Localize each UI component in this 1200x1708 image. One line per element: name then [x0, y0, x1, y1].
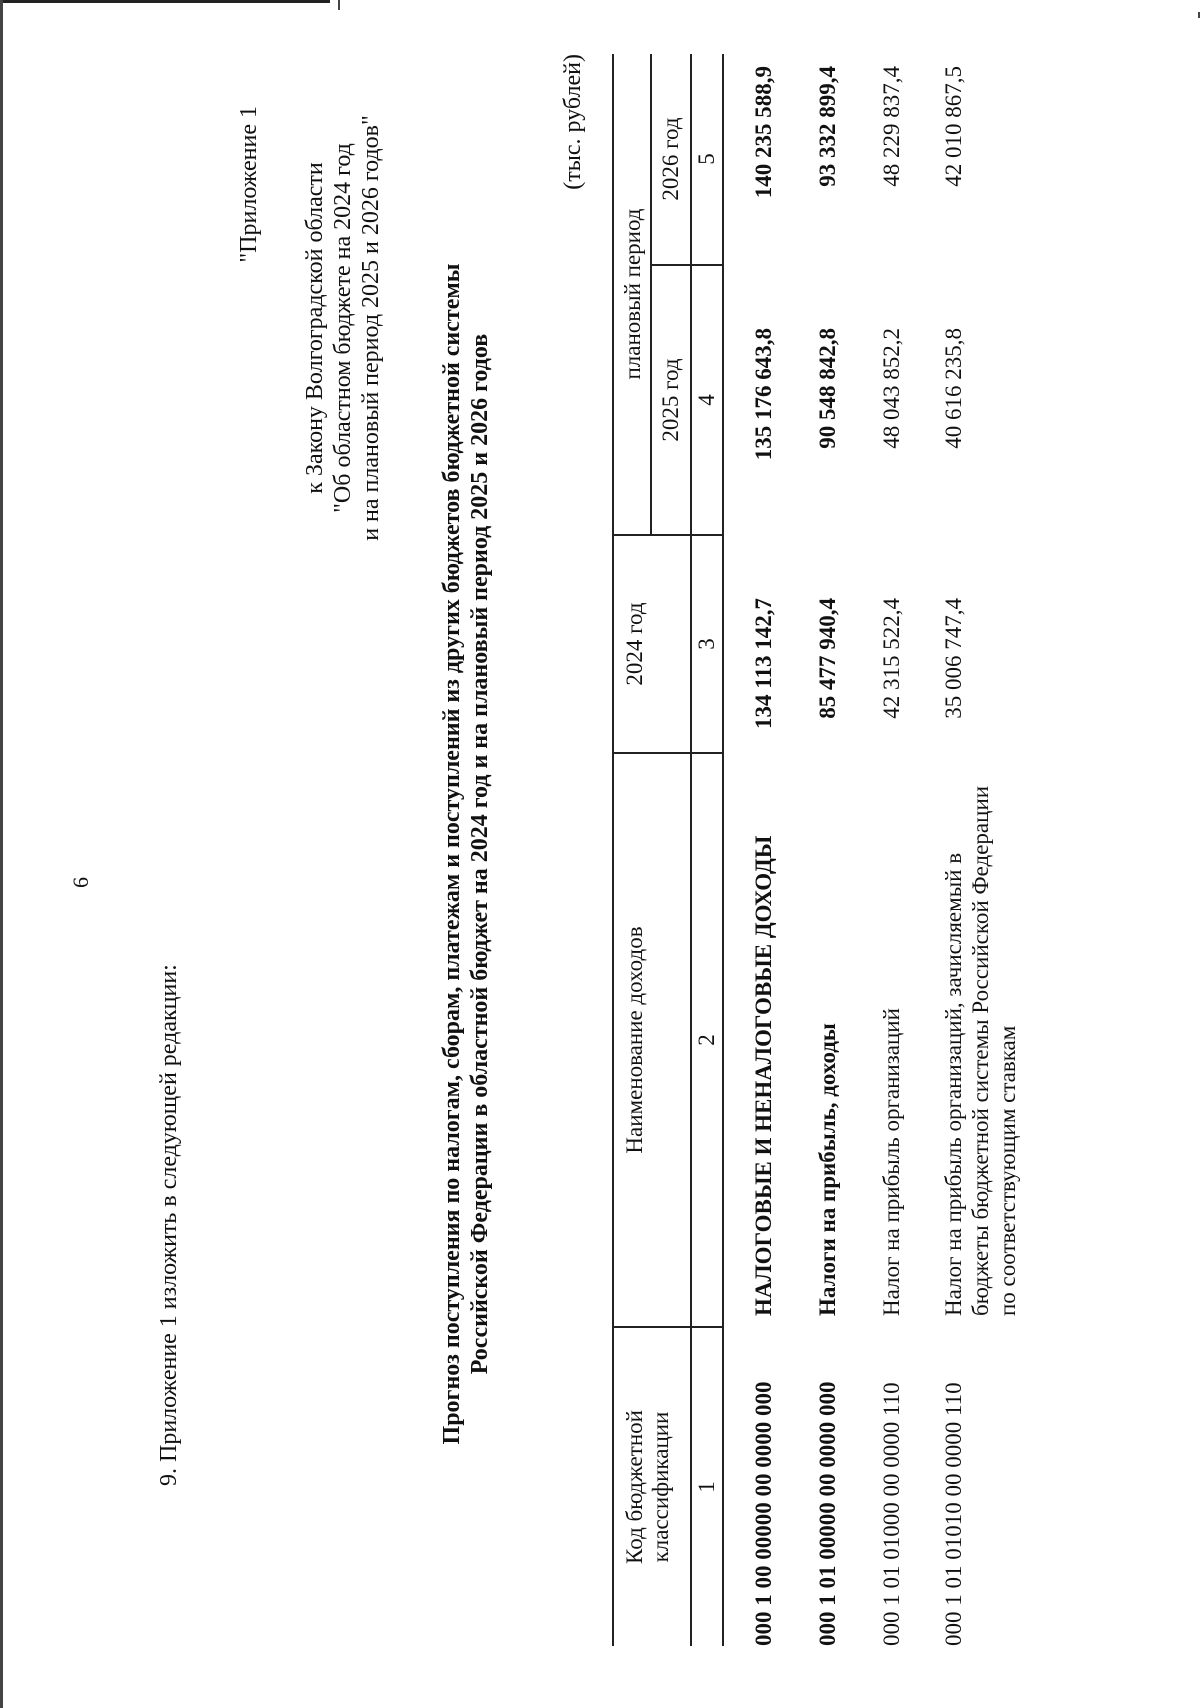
appendix-heading [236, 48, 385, 608]
row-value-2026: 140 235 588,9 [751, 66, 776, 199]
header-year-2026: 2026 год [658, 117, 683, 201]
row-value-2024: 85 477 940,4 [815, 598, 840, 719]
row-name: Налоги на прибыль, доходы [815, 1023, 840, 1316]
header-planned-period: плановый период [620, 208, 645, 380]
page-number: 6 [68, 877, 93, 888]
header-year-2025: 2025 год [658, 358, 683, 442]
header-code-line: Код бюджетной [622, 1410, 647, 1564]
appendix-line: к Закону Волгоградской области [302, 162, 328, 494]
row-value-2024: 134 113 142,7 [751, 598, 776, 729]
row-value-2026: 48 229 837,4 [879, 66, 904, 187]
row-value-2025: 135 176 643,8 [751, 328, 776, 461]
appendix-line: и на плановый период 2025 и 2026 годов" [358, 115, 384, 541]
row-code: 000 1 01 01010 00 0000 110 [941, 1382, 966, 1646]
row-name: НАЛОГОВЫЕ И НЕНАЛОГОВЫЕ ДОХОДЫ [751, 835, 776, 1316]
units-label: (тыс. рублей) [560, 54, 586, 190]
row-name: Налог на прибыль организаций [879, 1008, 904, 1316]
row-value-2024: 35 006 747,4 [941, 598, 966, 719]
column-number: 1 [694, 1481, 719, 1493]
document-title-line: Российской Федерации в областной бюджет на 2024 год и на плановый период 2025 и 2026 годов [467, 333, 493, 1375]
row-divider [690, 54, 692, 1646]
row-code: 000 1 01 01000 00 0000 110 [879, 1382, 904, 1646]
column-number: 3 [694, 638, 719, 650]
intro-text: 9. Приложение 1 изложить в следующей редакции: [156, 964, 182, 1486]
column-number: 4 [694, 394, 719, 406]
document-title-line: Прогноз поступления по налогам, сборам, платежам и поступлений из других бюджетов бюджетной системы [439, 263, 465, 1445]
row-value-2026: 42 010 867,5 [941, 66, 966, 187]
row-value-2025: 40 616 235,8 [941, 328, 966, 449]
table-header [612, 54, 724, 1646]
header-year-2024: 2024 год [622, 602, 647, 686]
row-code: 000 1 01 00000 00 0000 000 [815, 1381, 840, 1646]
appendix-line: "Об областном бюджете на 2024 год [330, 143, 356, 513]
column-number: 5 [694, 153, 719, 165]
row-divider [650, 54, 652, 536]
appendix-title: "Приложение 1 [236, 106, 262, 263]
row-value-2026: 93 332 899,4 [815, 66, 840, 187]
row-value-2025: 48 043 852,2 [879, 328, 904, 449]
header-name: Наименование доходов [622, 926, 647, 1154]
row-code: 000 1 00 00000 00 0000 000 [751, 1381, 776, 1646]
row-value-2025: 90 548 842,8 [815, 328, 840, 449]
row-value-2024: 42 315 522,4 [879, 598, 904, 719]
row-name: Налог на прибыль организаций, зачисляемый в бюджеты бюджетной системы Российской Федерации по соответствующим ставкам [941, 785, 1020, 1316]
header-code [622, 1328, 674, 1646]
document-title [438, 0, 494, 1708]
column-number: 2 [694, 1034, 719, 1046]
header-code-line: классификации [648, 1411, 673, 1563]
